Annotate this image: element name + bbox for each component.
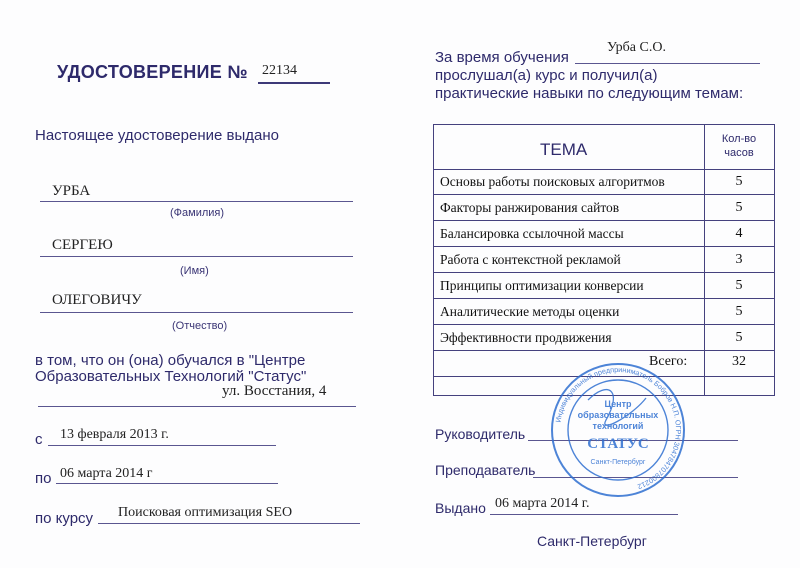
topic-cell: Принципы оптимизации конверсии <box>440 278 644 293</box>
table-row <box>434 299 774 325</box>
patronymic-line <box>40 312 353 313</box>
stamp-bottom-text: Санкт-Петербург <box>590 459 646 466</box>
header-hours-1: Кол-во <box>721 133 757 145</box>
statement-line-1: в том, что он (она) обучался в "Центре <box>35 352 306 369</box>
certificate-title: УДОСТОВЕРЕНИЕ № <box>57 62 248 82</box>
table-row <box>434 195 774 221</box>
topic-cell: Основы работы поисковых алгоритмов <box>440 174 665 189</box>
during-label: За время обучения <box>435 49 569 66</box>
topics-table <box>433 124 775 396</box>
total-value: 32 <box>732 354 746 369</box>
statement-line-2: Образовательных Технологий "Статус" <box>35 368 307 385</box>
issued-date: 06 марта 2014 г. <box>495 496 590 511</box>
hours-cell: 5 <box>735 278 743 293</box>
issued-to-label: Настоящее удостоверение выдано <box>35 127 279 144</box>
topic-cell: Работа с контекстной рекламой <box>440 252 621 267</box>
patronymic-caption: (Отчество) <box>172 320 228 332</box>
surname-line <box>40 201 353 202</box>
address-line <box>38 406 356 407</box>
to-date: 06 марта 2014 г <box>60 466 153 481</box>
head-label: Руководитель <box>435 426 526 442</box>
organization-stamp <box>548 360 688 500</box>
table-row <box>434 169 774 195</box>
table-header <box>434 125 774 170</box>
to-line <box>56 483 278 484</box>
table-row <box>434 247 774 273</box>
stamp-center-line-3: технологий <box>592 421 644 431</box>
surname-value: УРБА <box>52 183 91 199</box>
header-hours-2: часов <box>724 147 754 159</box>
name-value: СЕРГЕЮ <box>52 237 113 253</box>
course-line-3: практические навыки по следующим темам: <box>435 85 744 102</box>
student-line <box>575 63 760 64</box>
from-label: с <box>35 431 43 448</box>
total-label: Всего: <box>649 354 688 369</box>
course-line-2: прослушал(а) курс и получил(а) <box>435 67 658 84</box>
table-row <box>434 325 774 351</box>
table-row <box>434 221 774 247</box>
hours-cell: 5 <box>735 330 743 345</box>
stamp-ring-text: Индивидуальный предприниматель Бобров Н.П. ОГРН 304784707800212 <box>553 364 684 492</box>
number-underline <box>258 82 330 84</box>
hours-cell: 5 <box>735 174 743 189</box>
hours-cell: 5 <box>735 304 743 319</box>
city-label: Санкт-Петербург <box>537 533 647 549</box>
patronymic-value: ОЛЕГОВИЧУ <box>52 292 142 308</box>
topic-cell: Эффективности продвижения <box>440 330 612 345</box>
certificate-number: 22134 <box>262 63 297 78</box>
hours-cell: 5 <box>735 200 743 215</box>
stamp-center-line-1: Центр <box>604 399 632 409</box>
issued-line <box>490 514 678 515</box>
course-line <box>98 523 360 524</box>
table-row <box>434 273 774 299</box>
stamp-brand: СТАТУС <box>587 436 649 452</box>
course-label: по курсу <box>35 510 94 527</box>
hours-cell: 4 <box>735 226 743 241</box>
course-value: Поисковая оптимизация SEO <box>118 505 293 520</box>
address-value: ул. Восстания, 4 <box>222 383 327 399</box>
from-line <box>48 445 276 446</box>
topic-cell: Балансировка ссылочной массы <box>440 226 624 241</box>
name-caption: (Имя) <box>180 265 209 277</box>
to-label: по <box>35 470 52 487</box>
from-date: 13 февраля 2013 г. <box>60 427 169 442</box>
teacher-label: Преподаватель <box>435 462 536 478</box>
student-short-name: Урба С.О. <box>607 40 666 55</box>
header-topic: ТЕМА <box>540 140 588 159</box>
topic-cell: Факторы ранжирования сайтов <box>440 200 620 215</box>
hours-cell: 3 <box>735 252 743 267</box>
issued-label: Выдано <box>435 500 486 516</box>
topic-cell: Аналитические методы оценки <box>440 304 620 319</box>
stamp-center-line-2: образовательных <box>577 410 659 420</box>
name-line <box>40 256 353 257</box>
surname-caption: (Фамилия) <box>170 207 225 219</box>
